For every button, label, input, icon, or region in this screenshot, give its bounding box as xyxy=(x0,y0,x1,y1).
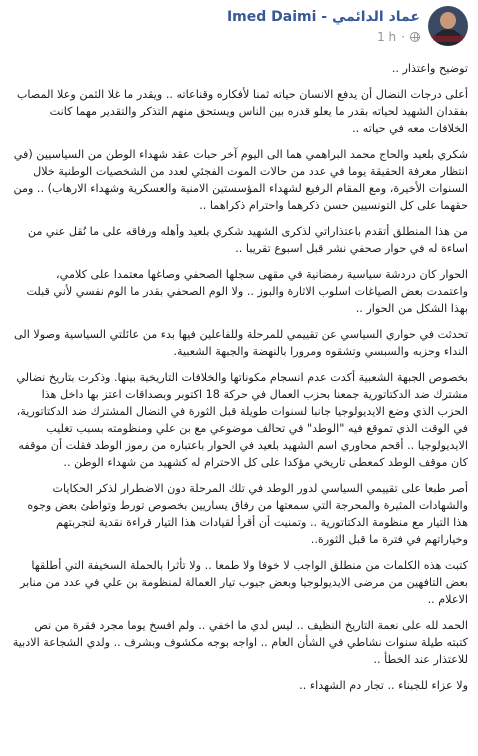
avatar-head-shape xyxy=(440,12,456,29)
author-avatar[interactable] xyxy=(428,6,468,46)
post-paragraph: ولا عزاء للجبناء .. تجار دم الشهداء .. xyxy=(299,679,468,692)
meta-dot: · xyxy=(401,30,405,44)
author-name-en[interactable]: Imed Daimi xyxy=(226,9,317,25)
post-paragraph: توضيح واعتذار .. xyxy=(391,62,468,75)
post-timestamp[interactable]: 1 h xyxy=(377,30,397,44)
post-paragraph: شكري بلعيد والحاج محمد البراهمي هما الى اليوم آخر حبات عقد شهداء الوطن من السياسيين (في انتظار معرفة الحقيقة يوما في عدد من حالات الموت الفجئي لعدد من الشخصيات الوطنية خلال السنوات الأخيرة، ومع المقام الرفيع لشهداء المؤسستين الامنية والعسكرية وشهداء الارهاب) .. ومن حقهما على كل التونسيين حسن ذكرهما واحترام ذكراهما .. xyxy=(13,148,468,212)
author-name-ar[interactable]: عماد الدائمي xyxy=(331,9,420,25)
post-header xyxy=(12,6,468,54)
post-meta xyxy=(377,30,420,44)
post-paragraph: أصر طبعا على تقييمي السياسي لدور الوطد في تلك المرحلة دون الاضطرار لذكر الحكايات والشهادات المثيرة والمحرجة التي سمعتها من رفاق يساريين بخصوص تورط وتواطئ بعض وجوه هذا التيار مع منظومة الدكتاتورية .. وتمنيت أن أقرأ لقيادات هذا التيار قراءة نقدية لتجربتهم وخياراتهم في فترة ما قبل الثورة.. xyxy=(27,482,468,546)
post-paragraph: أعلى درجات النضال أن يدفع الانسان حياته ثمنا لأفكاره وقناعاته .. ويقدر ما غلا الثمن وعلا المصاب بفقدان الشهيد لحياته بقدر ما يعلو قدره بين الناس ويستحق منهم التذكر والتقدير مهما كانت الخلافات معه في حياته .. xyxy=(16,88,468,135)
author-name[interactable] xyxy=(227,9,420,25)
avatar-banner-shape xyxy=(428,36,468,42)
post-paragraph: الحمد لله على نعمة التاريخ النظيف .. ليس لدي ما اخفي .. ولم افسخ يوما مجرد فقرة من نص كتبته طيلة سنوات نشاطي في الشأن العام .. اواجه بوجه مكشوف وبشرف .. ولدي الشجاعة الادبية للاعتذار عند الخطأ .. xyxy=(12,619,468,666)
post-paragraph: الحوار كان دردشة سياسية رمضانية في مقهى سجلها الصحفي وصاغها معتمدا على كلامي، واعتمدت بعض الصياغات اسلوب الاثارة والبوز .. ولا الوم الصحفي بقدر ما الوم نفسي لأني قبلت بهذا الشكل من الحوار .. xyxy=(26,268,468,315)
globe-icon[interactable] xyxy=(410,32,420,42)
post-paragraph: بخصوص الجبهة الشعبية أكدت عدم انسجام مكوناتها والخلافات التاريخية بينها. وذكرت بتاريخ نضالي مشترك ضد الدكتاتورية جمعنا بحزب العمال في حركة 18 اكتوبر وبصداقات اعتز بها داخل هذا الحزب الذي وضع الايديولوجيا جانبا لسنوات طويلة قبل الثورة في النضال المشترك ضد الدكتاتورية، في الوقت الذي تموقع فيه "الوطد" في تحالف موضوعي مع بن علي ومنظومته بسبب تغليب الايديولوجيا .. أقحم محاوري اسم الشهيد بلعيد في الحوار باعتباره من رموز الوطد فقلت أن موقفه كان موقف الوطد كمعطى تاريخي مؤكدا على كل الاحترام له كشهيد من شهداء الوطن .. xyxy=(16,371,468,469)
author-name-separator: - xyxy=(321,9,328,25)
post-body xyxy=(12,60,468,694)
post-paragraph: كتبت هذه الكلمات من منطلق الواجب لا خوفا ولا طمعا .. ولا تأثرا بالحملة السخيفة التي أطلقها بعض التافهين من مرضى الايديولوجيا وبعض جيوب تيار العمالة لمنظومة بن علي في عدد من منابر الاعلام .. xyxy=(19,559,468,606)
post-paragraph: تحدثت في حواري السياسي عن تقييمي للمرحلة وللفاعلين فيها بدء من عائلتي السياسية وصولا الى النداء وحزبه والسبسي وتشقوه ومرورا بالنهضة والجبهة الشعبية. xyxy=(13,328,468,358)
post-paragraph: من هذا المنطلق أتقدم باعتذاراتي لذكرى الشهيد شكري بلعيد وأهله ورفاقه على ما نُقل عني من اساءة له في حوار صحفي نشر قبل اسبوع تقريبا .. xyxy=(27,225,468,255)
